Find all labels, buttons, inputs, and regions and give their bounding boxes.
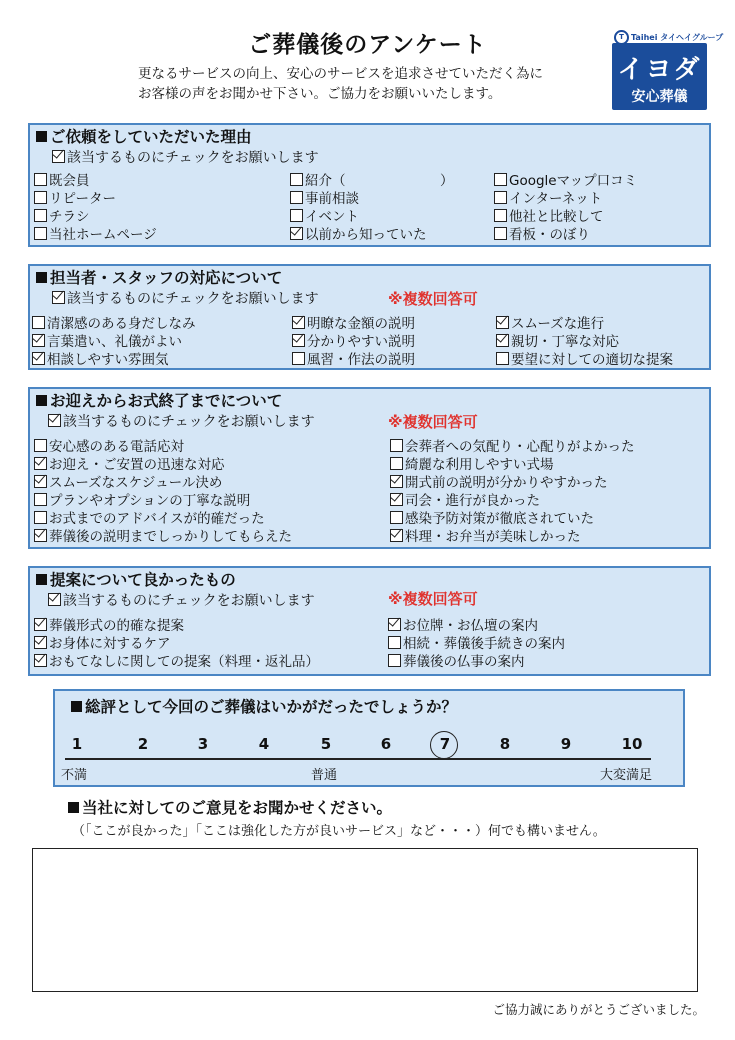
option-advice[interactable]: お式までのアドバイスが的確だった [34, 507, 265, 527]
option-clear-pricing[interactable]: 明瞭な金額の説明 [292, 312, 415, 332]
checkbox-checked[interactable] [34, 475, 47, 488]
section-instruction: 該当するものにチェックをお願いします [52, 288, 319, 308]
multiple-answers-note: ※複数回答可 [388, 413, 478, 431]
intro-text [138, 64, 543, 104]
label-average: 普通 [311, 768, 338, 783]
check-sample-icon [52, 150, 65, 163]
label-very-satisfied: 大変満足 [600, 768, 653, 783]
group-name: Taihei タイヘイグループ [631, 33, 724, 42]
option-hospitality-proposal[interactable]: おもてなしに関しての提案（料理・返礼品） [34, 650, 319, 670]
opinion-title: 当社に対してのご意見をお聞かせください。 [68, 796, 392, 818]
checkbox[interactable] [34, 173, 47, 186]
option-clean-appearance[interactable]: 清潔感のある身だしなみ [32, 312, 196, 332]
rating-2[interactable]: 2 [137, 735, 149, 753]
checkbox[interactable] [388, 654, 401, 667]
checkbox[interactable] [34, 439, 47, 452]
option-existing-member[interactable]: 既会員 [34, 169, 90, 189]
option-customs-explanation[interactable]: 風習・作法の説明 [292, 348, 415, 368]
section-pickup-to-ceremony [28, 387, 711, 549]
rating-9[interactable]: 9 [560, 735, 572, 753]
square-bullet-icon [68, 802, 79, 813]
section-title: お迎えからお式終了までについて [36, 389, 282, 411]
checkbox[interactable] [34, 191, 47, 204]
square-bullet-icon [36, 574, 47, 585]
rating-1[interactable]: 1 [71, 735, 83, 753]
checkbox[interactable] [290, 209, 303, 222]
checkbox-checked[interactable] [390, 493, 403, 506]
checkbox-checked[interactable] [388, 618, 401, 631]
checkbox-checked[interactable] [34, 618, 47, 631]
checkbox-checked[interactable] [496, 316, 509, 329]
option-easy-to-consult[interactable]: 相談しやすい雰囲気 [32, 348, 169, 368]
checkbox-checked[interactable] [496, 334, 509, 347]
option-repeater[interactable]: リピーター [34, 187, 116, 207]
label-dissatisfied: 不満 [61, 768, 88, 783]
option-funeral-format-proposal[interactable]: 葬儀形式の的確な提案 [34, 614, 184, 634]
option-food-delicious[interactable]: 料理・お弁当が美味しかった [390, 525, 581, 545]
section-overall-rating [53, 689, 685, 787]
checkbox-checked[interactable] [290, 227, 303, 240]
checkbox[interactable] [390, 457, 403, 470]
checkbox[interactable] [32, 316, 45, 329]
checkbox-checked[interactable] [32, 352, 45, 365]
checkbox-checked[interactable] [34, 529, 47, 542]
multiple-answers-note: ※複数回答可 [388, 290, 478, 308]
option-plan-explanation[interactable]: プランやオプションの丁寧な説明 [34, 489, 250, 509]
square-bullet-icon [71, 701, 82, 712]
checkbox[interactable] [290, 173, 303, 186]
checkbox[interactable] [290, 191, 303, 204]
checkbox[interactable] [390, 511, 403, 524]
rating-8[interactable]: 8 [499, 735, 511, 753]
option-compared[interactable]: 他社と比較して [494, 205, 604, 225]
section-request-reason [28, 123, 711, 247]
rating-5[interactable]: 5 [320, 735, 332, 753]
option-pre-ceremony-explanation[interactable]: 開式前の説明が分かりやすかった [390, 471, 608, 491]
multiple-answers-note: ※複数回答可 [388, 590, 478, 608]
checkbox[interactable] [494, 191, 507, 204]
option-mc-progress[interactable]: 司会・進行が良かった [390, 489, 540, 509]
option-clear-explanation[interactable]: 分かりやすい説明 [292, 330, 415, 350]
intro-line-1: 更なるサービスの向上、安心のサービスを追求させていただく為に [138, 66, 543, 82]
thanks-text: ご協力誠にありがとうございました。 [492, 1002, 705, 1017]
checkbox[interactable] [494, 173, 507, 186]
checkbox-checked[interactable] [292, 316, 305, 329]
section-instruction: 該当するものにチェックをお願いします [52, 147, 319, 167]
option-attendee-care[interactable]: 会葬者への気配り・心配りがよかった [390, 435, 635, 455]
option-polite-manners[interactable]: 言葉遣い、礼儀がよい [32, 330, 182, 350]
taihei-mark-icon: T [614, 30, 629, 45]
option-quick-pickup[interactable]: お迎え・ご安置の迅速な対応 [34, 453, 225, 473]
checkbox[interactable] [388, 636, 401, 649]
checkbox-checked[interactable] [390, 529, 403, 542]
comment-textarea[interactable] [32, 848, 698, 992]
section-title: ご依頼をしていただいた理由 [36, 125, 252, 147]
option-clean-venue[interactable]: 綺麗な利用しやすい式場 [390, 453, 554, 473]
checkbox[interactable] [494, 209, 507, 222]
section-instruction: 該当するものにチェックをお願いします [48, 590, 315, 610]
rating-7[interactable]: 7 [439, 735, 451, 753]
section-title: 担当者・スタッフの対応について [36, 266, 282, 288]
checkbox[interactable] [34, 493, 47, 506]
section-title: 提案について良かったもの [36, 568, 236, 590]
option-after-funeral-explanation[interactable]: 葬儀後の説明までしっかりしてもらえた [34, 525, 292, 545]
square-bullet-icon [36, 272, 47, 283]
rating-4[interactable]: 4 [258, 735, 270, 753]
checkbox-checked[interactable] [390, 475, 403, 488]
option-internet[interactable]: インターネット [494, 187, 602, 207]
checkbox[interactable] [496, 352, 509, 365]
option-event[interactable]: イベント [290, 205, 359, 225]
brand-tagline: 安心葬儀 [631, 89, 688, 105]
rating-10[interactable]: 10 [621, 735, 643, 753]
checkbox-checked[interactable] [32, 334, 45, 347]
opinion-subtitle: （「ここが良かった」「ここは強化した方が良いサービス」など・・・）何でも構いません。 [72, 824, 606, 839]
rating-3[interactable]: 3 [197, 735, 209, 753]
option-ihai-butsudan[interactable]: お位牌・お仏壇の案内 [388, 614, 538, 634]
checkbox-checked[interactable] [34, 654, 47, 667]
option-smooth-schedule[interactable]: スムーズなスケジュール決め [34, 471, 222, 491]
checkbox-checked[interactable] [292, 334, 305, 347]
section-good-proposals [28, 566, 711, 676]
check-sample-icon [52, 291, 65, 304]
option-buddhist-events[interactable]: 葬儀後の仏事の案内 [388, 650, 525, 670]
checkbox[interactable] [494, 227, 507, 240]
checkbox-checked[interactable] [34, 457, 47, 470]
check-sample-icon [48, 414, 61, 427]
rating-scale-line [65, 758, 651, 760]
option-referral[interactable]: 紹介（ ） [290, 169, 454, 189]
option-inheritance-procedures[interactable]: 相続・葬儀後手続きの案内 [388, 632, 565, 652]
section-instruction: 該当するものにチェックをお願いします [48, 411, 315, 431]
checkbox[interactable] [34, 511, 47, 524]
page-title: ご葬儀後のアンケート [248, 32, 487, 58]
check-sample-icon [48, 593, 61, 606]
option-known-before[interactable]: 以前から知っていた [290, 223, 427, 243]
option-body-care[interactable]: お身体に対するケア [34, 632, 171, 652]
selected-rating-circle-icon [430, 731, 458, 759]
option-google-reviews[interactable]: Googleマップ口コミ [494, 169, 637, 189]
option-infection-control[interactable]: 感染予防対策が徹底されていた [390, 507, 594, 527]
option-appropriate-proposal[interactable]: 要望に対しての適切な提案 [496, 348, 673, 368]
option-flyer[interactable]: チラシ [34, 205, 90, 225]
rating-question: 総評として今回のご葬儀はいかがだったでしょうか？ [71, 695, 457, 717]
checkbox[interactable] [390, 439, 403, 452]
intro-line-2: お客様の声をお聞かせ下さい。ご協力をお願いいたします。 [138, 86, 502, 102]
square-bullet-icon [36, 131, 47, 142]
option-homepage[interactable]: 当社ホームページ [34, 223, 157, 243]
option-smooth-progress[interactable]: スムーズな進行 [496, 312, 604, 332]
square-bullet-icon [36, 395, 47, 406]
rating-6[interactable]: 6 [380, 735, 392, 753]
checkbox[interactable] [34, 209, 47, 222]
option-pre-consultation[interactable]: 事前相談 [290, 187, 359, 207]
checkbox-checked[interactable] [34, 636, 47, 649]
checkbox[interactable] [292, 352, 305, 365]
brand-logo [612, 43, 707, 110]
checkbox[interactable] [34, 227, 47, 240]
option-signboard[interactable]: 看板・のぼり [494, 223, 590, 243]
option-kind-response[interactable]: 親切・丁寧な対応 [496, 330, 619, 350]
brand-name: イヨダ [617, 55, 702, 85]
section-staff-response [28, 264, 711, 370]
option-phone-response[interactable]: 安心感のある電話応対 [34, 435, 184, 455]
